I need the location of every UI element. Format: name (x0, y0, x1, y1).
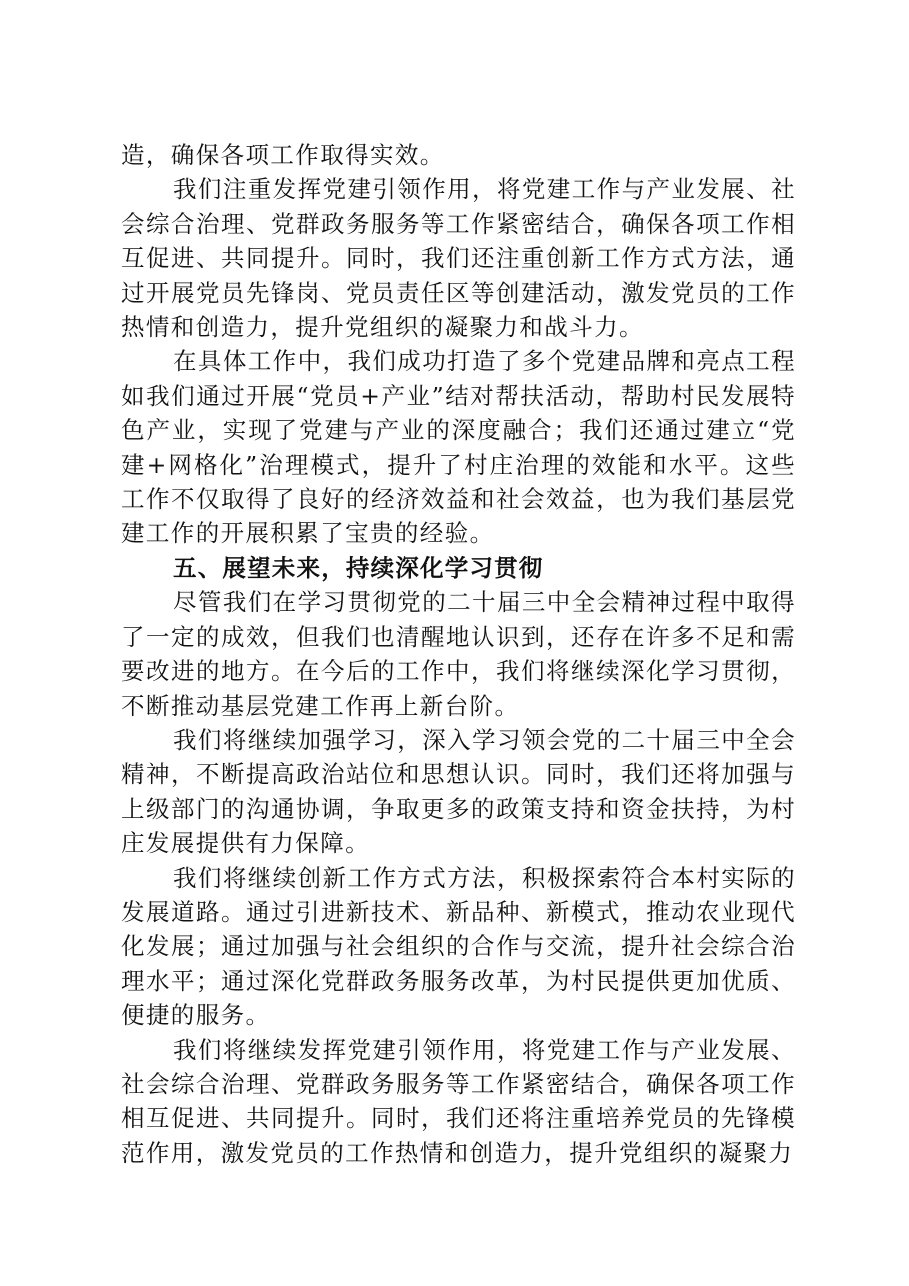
paragraph: 我们将继续加强学习，深入学习领会党的二十届三中全会精神，不断提高政治站位和思想认识。同时，我们还将加强与上级部门的沟通协调，争取更多的政策支持和资金扶持，为村庄发展提供有力保障。 (121, 725, 796, 858)
paragraph: 在具体工作中，我们成功打造了多个党建品牌和亮点工程如我们通过开展“党员+产业”结对帮扶活动，帮助村民发展特色产业，实现了党建与产业的深度融合；我们还通过建立“党建+网格化”治理模式，提升了村庄治理的效能和水平。这些工作不仅取得了良好的经济效益和社会效益，也为我们基层党建工作的开展积累了宝贵的经验。 (121, 347, 796, 548)
paragraph-continuation: 造，确保各项工作取得实效。 (121, 141, 445, 169)
section-heading: 五、展望未来，持续深化学习贯彻 (173, 553, 544, 582)
paragraph: 我们将继续创新工作方式方法，积极探索符合本村实际的发展道路。通过引进新技术、新品种、新模式，推动农业现代化发展；通过加强与社会组织的合作与交流，提升社会综合治理水平；通过深化党群政务服务改革，为村民提供更加优质、便捷的服务。 (121, 863, 796, 1030)
document-body (121, 138, 796, 1170)
paragraph: 尽管我们在学习贯彻党的二十届三中全会精神过程中取得了一定的成效，但我们也清醒地认识到，还存在许多不足和需要改进的地方。在今后的工作中，我们将继续深化学习贯彻，不断推动基层党建工作再上新台阶。 (121, 588, 796, 720)
paragraph: 我们将继续发挥党建引领作用，将党建工作与产业发展、社会综合治理、党群政务服务等工作紧密结合，确保各项工作相互促进、共同提升。同时，我们还将注重培养党员的先锋模范作用，激发党员的工作热情和创造力，提升党组织的凝聚力 (121, 1035, 796, 1167)
paragraph: 我们注重发挥党建引领作用，将党建工作与产业发展、社会综合治理、党群政务服务等工作紧密结合，确保各项工作相互促进、共同提升。同时，我们还注重创新工作方式方法，通过开展党员先锋岗、党员责任区等创建活动，激发党员的工作热情和创造力，提升党组织的凝聚力和战斗力。 (121, 175, 796, 342)
